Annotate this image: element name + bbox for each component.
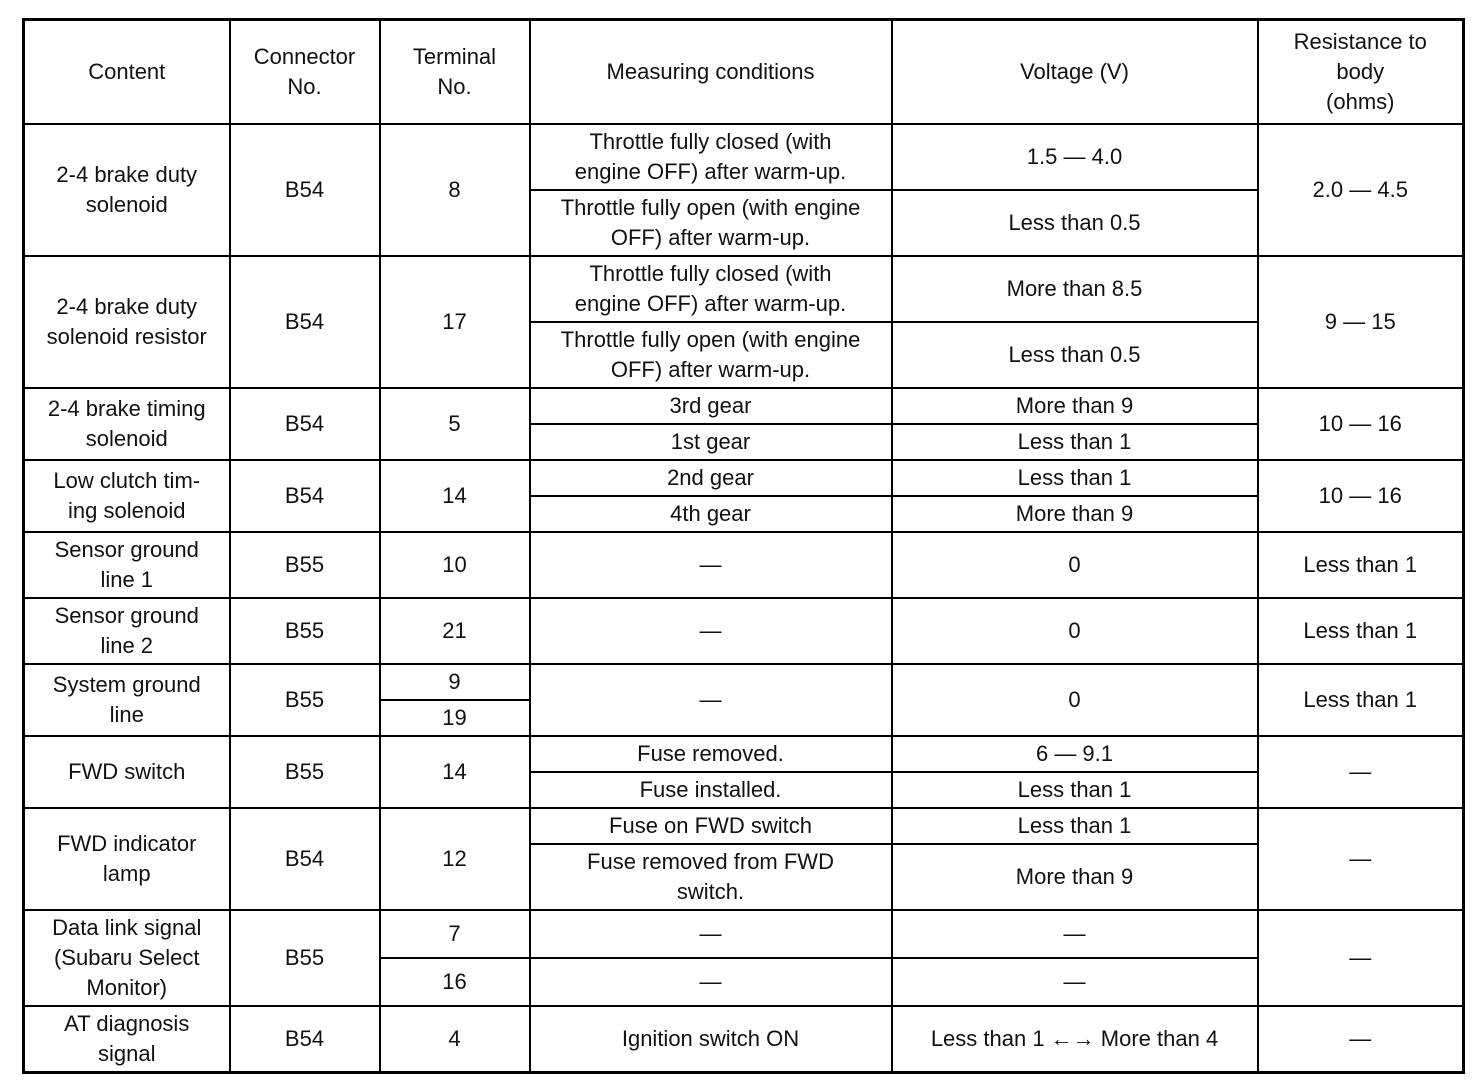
terminal-cell: 8 — [380, 124, 530, 256]
content-cell: 2-4 brake duty solenoid — [24, 124, 230, 256]
condition-cell: 4th gear — [530, 496, 892, 532]
voltage-cell: Less than 1 — [892, 808, 1258, 844]
table-row — [24, 388, 1464, 424]
condition-cell: — — [530, 598, 892, 664]
condition-cell: Fuse removed from FWD switch. — [530, 844, 892, 910]
voltage-cell: 0 — [892, 664, 1258, 736]
terminal-cell: 9 — [380, 664, 530, 700]
connector-cell: B55 — [230, 532, 380, 598]
condition-cell: 2nd gear — [530, 460, 892, 496]
table-row — [24, 124, 1464, 190]
condition-cell: Throttle fully open (with engine OFF) after warm-up. — [530, 322, 892, 388]
table-row — [24, 736, 1464, 772]
condition-cell: Throttle fully closed (with engine OFF) after warm-up. — [530, 256, 892, 322]
voltage-cell: More than 9 — [892, 496, 1258, 532]
resistance-cell: 10 — 16 — [1258, 388, 1464, 460]
content-cell: 2-4 brake duty solenoid resistor — [24, 256, 230, 388]
header-content: Content — [24, 20, 230, 125]
content-cell: Data link signal (Subaru Select Monitor) — [24, 910, 230, 1006]
condition-cell: Ignition switch ON — [530, 1006, 892, 1072]
table-row — [24, 532, 1464, 598]
connector-cell: B54 — [230, 124, 380, 256]
resistance-cell: — — [1258, 910, 1464, 1006]
resistance-cell: — — [1258, 1006, 1464, 1072]
voltage-cell: — — [892, 958, 1258, 1006]
header-conditions: Measuring conditions — [530, 20, 892, 125]
resistance-cell: Less than 1 — [1258, 598, 1464, 664]
content-cell: Low clutch tim- ing solenoid — [24, 460, 230, 532]
voltage-cell: Less than 1 — [892, 460, 1258, 496]
condition-cell: 1st gear — [530, 424, 892, 460]
condition-cell: Fuse installed. — [530, 772, 892, 808]
content-cell: System ground line — [24, 664, 230, 736]
table-row — [24, 664, 1464, 700]
resistance-cell: Less than 1 — [1258, 664, 1464, 736]
table-row — [24, 808, 1464, 844]
resistance-cell: Less than 1 — [1258, 532, 1464, 598]
terminal-cell: 4 — [380, 1006, 530, 1072]
table-row — [24, 1006, 1464, 1072]
voltage-cell: Less than 1 ←→ More than 4 — [892, 1006, 1258, 1072]
voltage-cell: Less than 0.5 — [892, 190, 1258, 256]
condition-cell: Fuse on FWD switch — [530, 808, 892, 844]
voltage-cell: Less than 1 — [892, 424, 1258, 460]
condition-cell: Fuse removed. — [530, 736, 892, 772]
voltage-cell: 1.5 — 4.0 — [892, 124, 1258, 190]
voltage-cell: 6 — 9.1 — [892, 736, 1258, 772]
terminal-cell: 14 — [380, 460, 530, 532]
resistance-cell: — — [1258, 808, 1464, 910]
table-row — [24, 460, 1464, 496]
connector-cell: B55 — [230, 598, 380, 664]
voltage-cell: More than 8.5 — [892, 256, 1258, 322]
content-cell: Sensor ground line 2 — [24, 598, 230, 664]
table-row — [24, 598, 1464, 664]
header-voltage: Voltage (V) — [892, 20, 1258, 125]
specification-table — [22, 18, 1465, 1074]
resistance-cell: 9 — 15 — [1258, 256, 1464, 388]
terminal-cell: 12 — [380, 808, 530, 910]
terminal-cell: 17 — [380, 256, 530, 388]
voltage-cell: Less than 0.5 — [892, 322, 1258, 388]
terminal-cell: 5 — [380, 388, 530, 460]
connector-cell: B54 — [230, 1006, 380, 1072]
condition-cell: — — [530, 532, 892, 598]
condition-cell: — — [530, 664, 892, 736]
content-cell: 2-4 brake timing solenoid — [24, 388, 230, 460]
terminal-cell: 7 — [380, 910, 530, 958]
connector-cell: B55 — [230, 664, 380, 736]
connector-cell: B55 — [230, 910, 380, 1006]
terminal-cell: 19 — [380, 700, 530, 736]
content-cell: AT diagnosis signal — [24, 1006, 230, 1072]
header-row — [24, 20, 1464, 125]
condition-cell: 3rd gear — [530, 388, 892, 424]
voltage-cell: More than 9 — [892, 388, 1258, 424]
content-cell: Sensor ground line 1 — [24, 532, 230, 598]
resistance-cell: 2.0 — 4.5 — [1258, 124, 1464, 256]
terminal-cell: 21 — [380, 598, 530, 664]
voltage-cell: Less than 1 — [892, 772, 1258, 808]
table-row — [24, 256, 1464, 322]
content-cell: FWD indicator lamp — [24, 808, 230, 910]
content-cell: FWD switch — [24, 736, 230, 808]
condition-cell: Throttle fully closed (with engine OFF) after warm-up. — [530, 124, 892, 190]
voltage-cell: More than 9 — [892, 844, 1258, 910]
connector-cell: B54 — [230, 388, 380, 460]
voltage-cell: 0 — [892, 598, 1258, 664]
condition-cell: — — [530, 910, 892, 958]
connector-cell: B54 — [230, 460, 380, 532]
header-connector: Connector No. — [230, 20, 380, 125]
voltage-cell: — — [892, 910, 1258, 958]
terminal-cell: 10 — [380, 532, 530, 598]
condition-cell: Throttle fully open (with engine OFF) after warm-up. — [530, 190, 892, 256]
connector-cell: B55 — [230, 736, 380, 808]
header-resistance: Resistance to body (ohms) — [1258, 20, 1464, 125]
resistance-cell: 10 — 16 — [1258, 460, 1464, 532]
connector-cell: B54 — [230, 808, 380, 910]
terminal-cell: 16 — [380, 958, 530, 1006]
voltage-cell: 0 — [892, 532, 1258, 598]
resistance-cell: — — [1258, 736, 1464, 808]
connector-cell: B54 — [230, 256, 380, 388]
table-row — [24, 910, 1464, 958]
terminal-cell: 14 — [380, 736, 530, 808]
condition-cell: — — [530, 958, 892, 1006]
header-terminal: Terminal No. — [380, 20, 530, 125]
